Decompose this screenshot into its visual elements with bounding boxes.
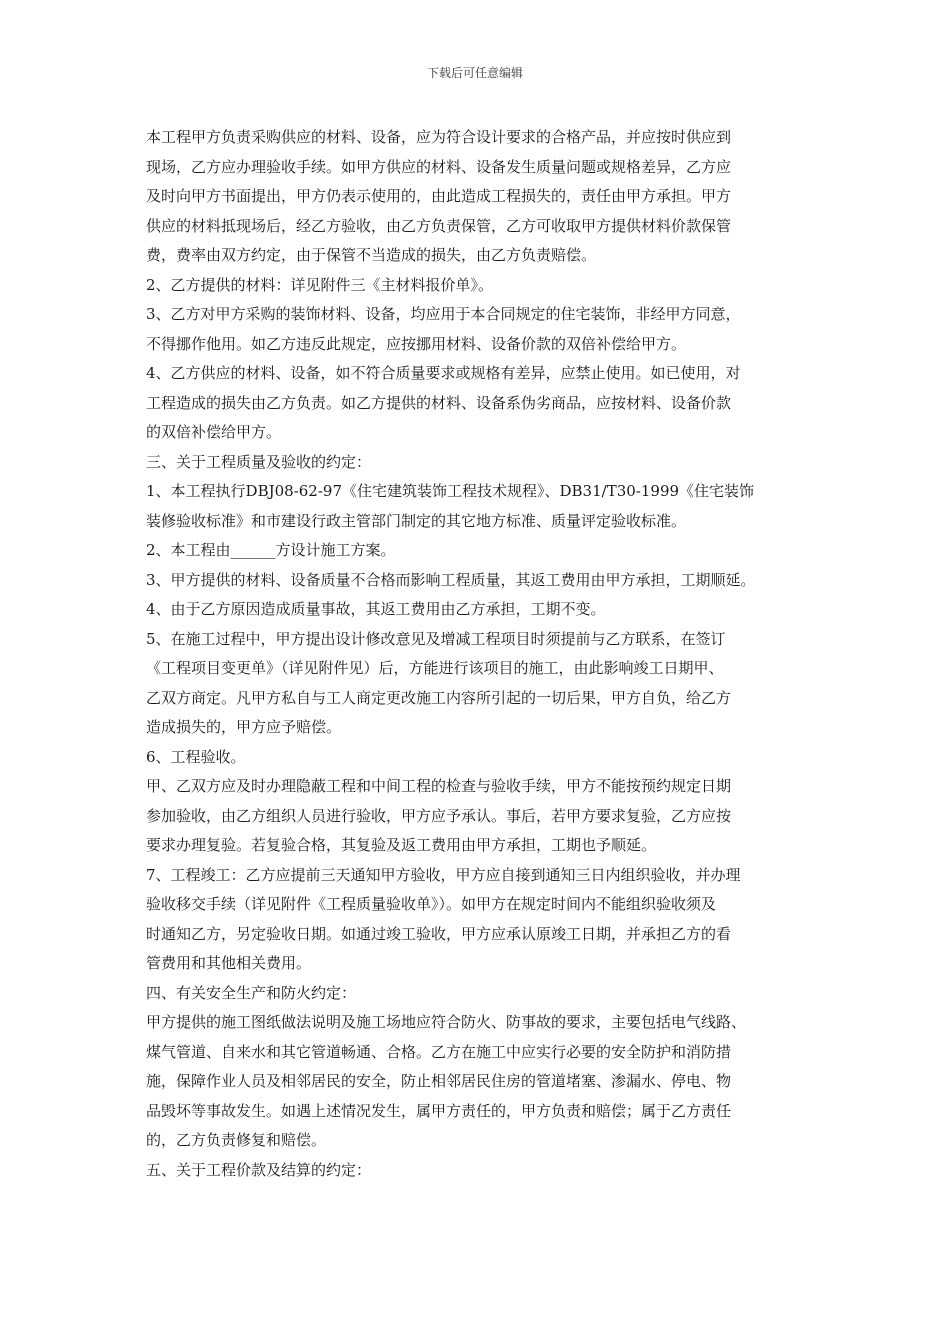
- text-line: 验收移交手续（详见附件《工程质量验收单》）。如甲方在规定时间内不能组织验收须及: [146, 895, 717, 913]
- text-line: 本工程甲方负责采购供应的材料、设备，应为符合设计要求的合格产品，并应按时供应到: [146, 128, 732, 146]
- text-line: 《工程项目变更单》（详见附件见）后，方能进行该项目的施工，由此影响竣工日期甲、: [146, 659, 724, 677]
- text-line: 7、工程竣工：乙方应提前三天通知甲方验收，甲方应自接到通知三日内组织验收，并办理: [146, 865, 741, 884]
- text-line: 2、乙方提供的材料：详见附件三《主材料报价单》。: [146, 275, 494, 294]
- text-line: 供应的材料抵现场后，经乙方验收，由乙方负责保管，乙方可收取甲方提供材料价款保管: [146, 216, 732, 235]
- text-line: 1、本工程执行DBJ08-62-97《住宅建筑装饰工程技术规程》、DB31/T30-1999《住宅装饰: [146, 482, 755, 500]
- text-line: 3、乙方对甲方采购的装饰材料、设备，均应用于本合同规定的住宅装饰，非经甲方同意，: [146, 305, 741, 323]
- document-body: [146, 123, 822, 1185]
- section-heading: 三、关于工程质量及验收的约定：: [146, 452, 372, 471]
- text-line: 甲、乙双方应及时办理隐蔽工程和中间工程的检查与验收手续，甲方不能按预约规定日期: [146, 777, 732, 795]
- text-line: 的，乙方负责修复和赔偿。: [146, 1131, 327, 1149]
- text-line: 2、本工程由______方设计施工方案。: [146, 541, 396, 559]
- text-line: 管费用和其他相关费用。: [146, 954, 312, 972]
- text-line: 造成损失的，甲方应予赔偿。: [146, 718, 342, 736]
- text-line: 参加验收，由乙方组织人员进行验收，甲方应予承认。事后，若甲方要求复验，乙方应按: [146, 806, 732, 825]
- text-line: 4、由于乙方原因造成质量事故，其返工费用由乙方承担，工期不变。: [146, 600, 606, 618]
- text-line: 乙双方商定。凡甲方私自与工人商定更改施工内容所引起的一切后果，甲方自负，给乙方: [146, 688, 732, 707]
- text-line: 工程造成的损失由乙方负责。如乙方提供的材料、设备系伪劣商品，应按材料、设备价款: [146, 393, 732, 412]
- text-line: 施，保障作业人员及相邻居民的安全，防止相邻居民住房的管道堵塞、渗漏水、停电、物: [146, 1072, 732, 1090]
- text-line: 不得挪作他用。如乙方违反此规定，应按挪用材料、设备价款的双倍补偿给甲方。: [146, 334, 687, 353]
- text-line: 5、在施工过程中，甲方提出设计修改意见及增减工程项目时须提前与乙方联系，在签订: [146, 629, 726, 648]
- text-line: 6、工程验收。: [146, 747, 246, 766]
- page-header-note: 下载后可任意编辑: [426, 66, 523, 80]
- text-line: 4、乙方供应的材料、设备，如不符合质量要求或规格有差异，应禁止使用。如已使用，对: [146, 364, 741, 382]
- text-line: 3、甲方提供的材料、设备质量不合格而影响工程质量，其返工费用由甲方承担，工期顺延。: [146, 570, 756, 589]
- section-heading: 四、有关安全生产和防火约定：: [146, 983, 357, 1002]
- section-heading: 五、关于工程价款及结算的约定：: [146, 1160, 372, 1179]
- text-line: 时通知乙方，另定验收日期。如通过竣工验收，甲方应承认原竣工日期，并承担乙方的看: [146, 924, 732, 943]
- text-line: 费，费率由双方约定，由于保管不当造成的损失，由乙方负责赔偿。: [146, 246, 597, 264]
- text-line: 要求办理复验。若复验合格，其复验及返工费用由甲方承担，工期也予顺延。: [146, 836, 657, 854]
- text-line: 现场，乙方应办理验收手续。如甲方供应的材料、设备发生质量问题或规格差异，乙方应: [146, 157, 732, 176]
- text-line: 品毁坏等事故发生。如遇上述情况发生，属甲方责任的，甲方负责和赔偿；属于乙方责任: [146, 1101, 732, 1120]
- text-line: 的双倍补偿给甲方。: [146, 423, 282, 441]
- text-line: 煤气管道、自来水和其它管道畅通、合格。乙方在施工中应实行必要的安全防护和消防措: [146, 1042, 732, 1061]
- text-line: 及时向甲方书面提出，甲方仍表示使用的，由此造成工程损失的，责任由甲方承担。甲方: [146, 187, 732, 205]
- text-line: 装修验收标准》和市建设行政主管部门制定的其它地方标准、质量评定验收标准。: [146, 511, 687, 530]
- text-line: 甲方提供的施工图纸做法说明及施工场地应符合防火、防事故的要求，主要包括电气线路、: [146, 1013, 747, 1031]
